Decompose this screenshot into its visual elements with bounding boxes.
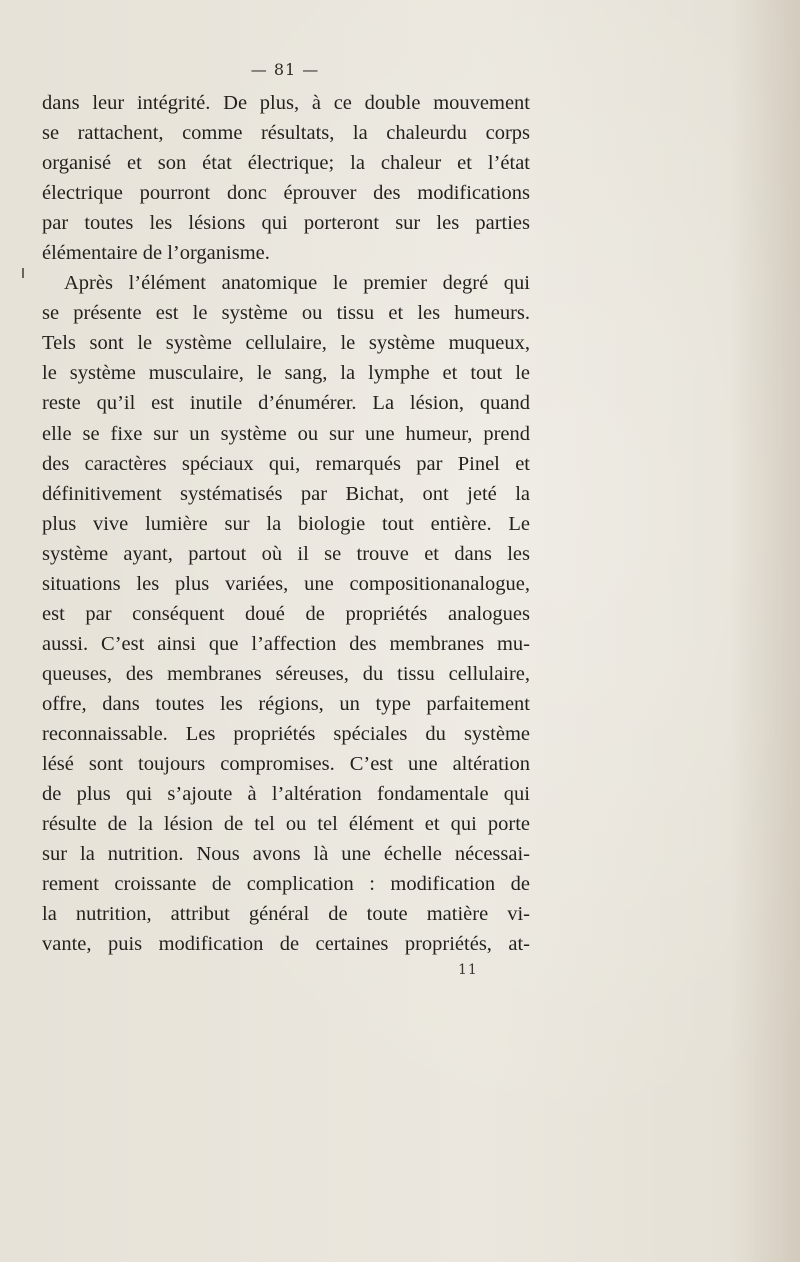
signature-mark: 11 [458, 962, 478, 978]
text-line: reste qu’il est inutile d’énumérer. La lésion, quand [42, 392, 530, 415]
text-line: elle se fixe sur un système ou sur une humeur, prend [42, 422, 530, 445]
text-line: se présente est le système ou tissu et les humeurs. [42, 302, 530, 325]
text-line: offre, dans toutes les régions, un type parfaitement [42, 692, 530, 715]
text-line: reconnaissable. Les propriétés spéciales du système [42, 722, 530, 745]
body-text [42, 88, 530, 959]
text-line: aussi. C’est ainsi que l’affection des membranes mu- [42, 632, 530, 655]
text-line: Tels sont le système cellulaire, le système muqueux, [42, 332, 530, 355]
text-line: queuses, des membranes séreuses, du tissu cellulaire, [42, 662, 530, 685]
margin-mark [22, 268, 24, 278]
text-line: le système musculaire, le sang, la lymphe et tout le [42, 362, 530, 385]
text-line: lésé sont toujours compromises. C’est une altération [42, 753, 530, 776]
text-line: dans leur intégrité. De plus, à ce double mouvement [42, 92, 530, 114]
text-line: de plus qui s’ajoute à l’altération fondamentale qui [42, 783, 530, 806]
text-line: électrique pourront donc éprouver des modifications [42, 182, 530, 205]
text-line: système ayant, partout où il se trouve et dans les [42, 542, 530, 565]
text-line: par toutes les lésions qui porteront sur les parties [42, 212, 530, 235]
text-line: sur la nutrition. Nous avons là une échelle nécessai- [42, 843, 530, 866]
text-line: Après l’élément anatomique le premier degré qui [64, 272, 530, 295]
text-line: des caractères spéciaux qui, remarqués par Pinel et [42, 452, 530, 475]
text-line: situations les plus variées, une compositionanalogue, [42, 572, 530, 595]
page-number-header: — 81 — [250, 60, 320, 79]
text-line: rement croissante de complication : modification de [42, 873, 530, 896]
text-line: définitivement systématisés par Bichat, ont jeté la [42, 482, 530, 505]
text-line: la nutrition, attribut général de toute matière vi- [42, 903, 530, 926]
text-line: élémentaire de l’organisme. [42, 242, 270, 265]
text-line: est par conséquent doué de propriétés analogues [42, 602, 530, 625]
page-edge-shadow [730, 0, 800, 1262]
text-line: se rattachent, comme résultats, la chaleurdu corps [42, 122, 530, 145]
text-line: organisé et son état électrique; la chaleur et l’état [42, 152, 530, 175]
text-line: résulte de la lésion de tel ou tel élément et qui porte [42, 813, 530, 836]
text-line: vante, puis modification de certaines propriétés, at- [42, 933, 530, 956]
text-line: plus vive lumière sur la biologie tout entière. Le [42, 512, 530, 535]
